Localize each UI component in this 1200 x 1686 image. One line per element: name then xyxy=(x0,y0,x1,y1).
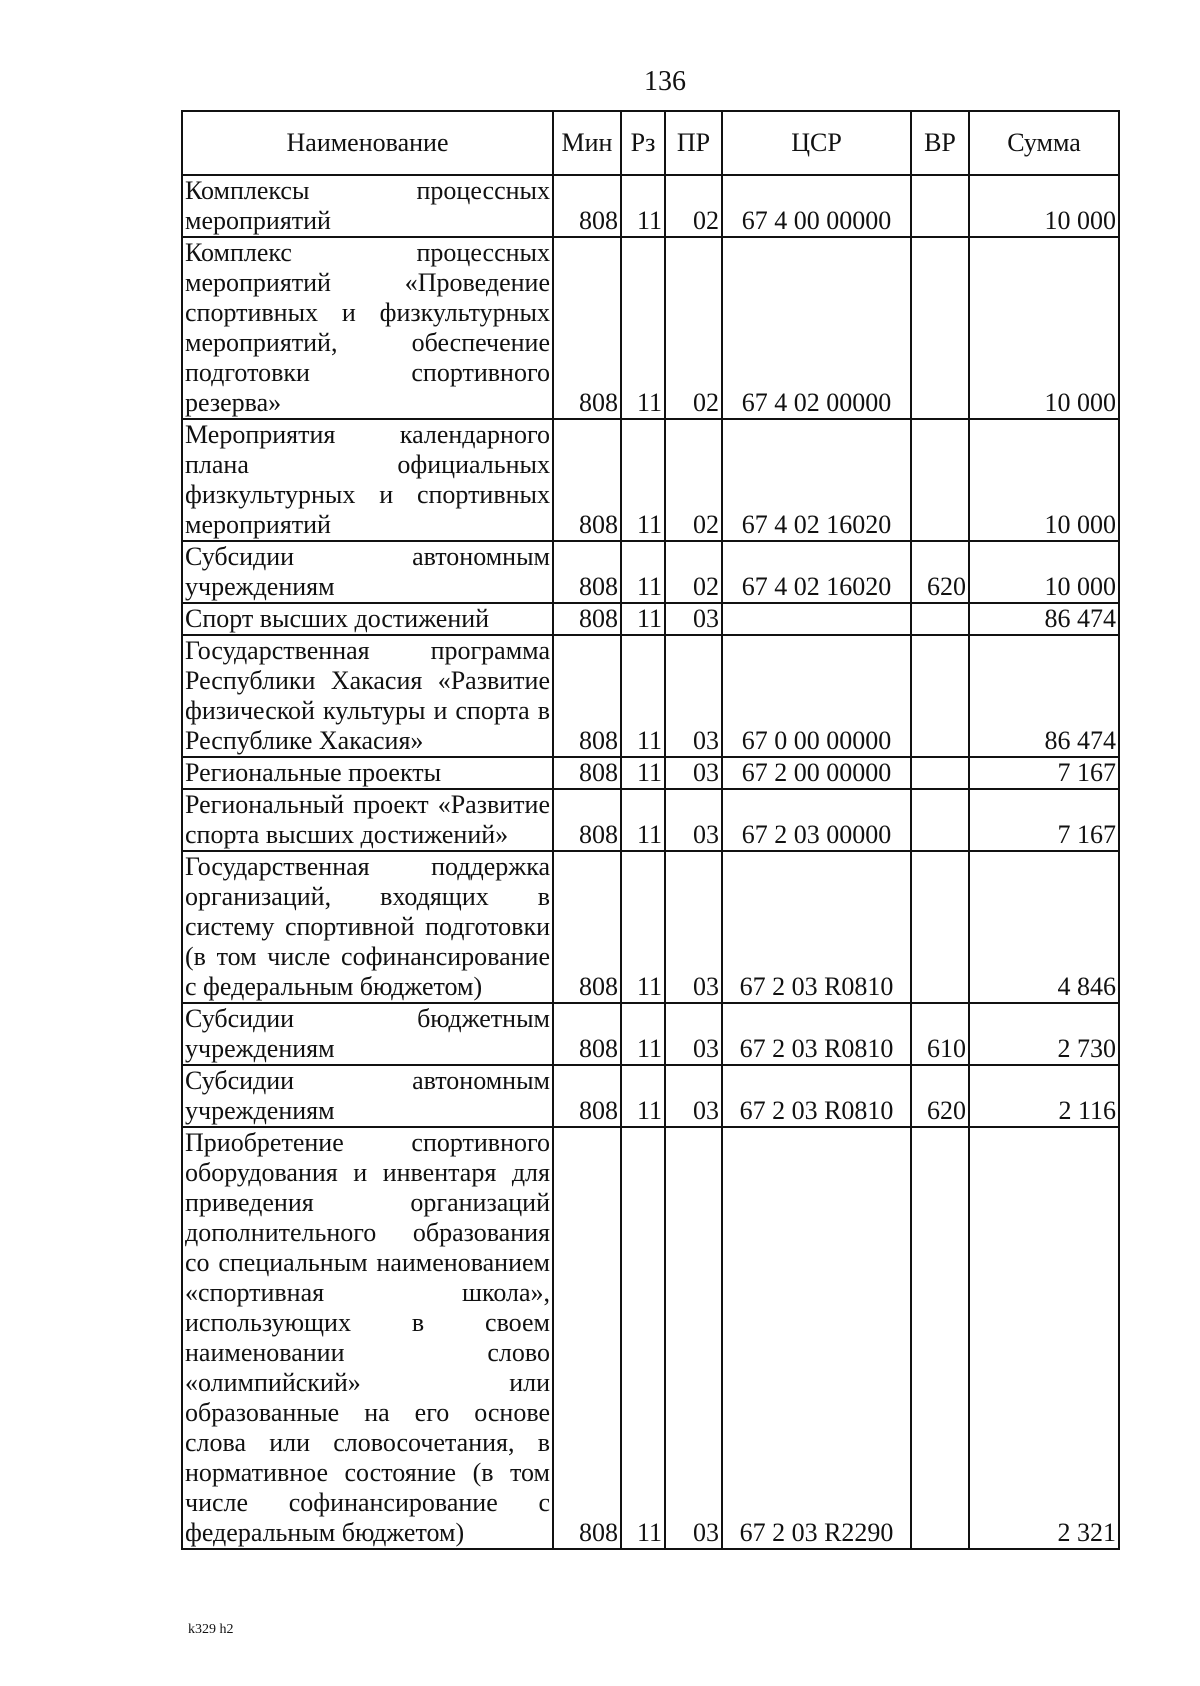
cell-vr: 620 xyxy=(911,1065,969,1127)
column-header-rz: Рз xyxy=(621,111,665,175)
cell-min: 808 xyxy=(553,757,621,789)
cell-csr: 67 2 03 R0810 xyxy=(722,1065,911,1127)
column-header-csr: ЦСР xyxy=(722,111,911,175)
cell-sum: 4 846 xyxy=(969,851,1119,1003)
table-row xyxy=(182,757,1119,789)
column-header-sum: Сумма xyxy=(969,111,1119,175)
table-row xyxy=(182,419,1119,541)
cell-rz: 11 xyxy=(621,789,665,851)
cell-name: Государственная поддержка организаций, входящих в систему спортивной подготовки (в том числе софинансирование с федеральным бюджетом) xyxy=(182,851,553,1003)
cell-vr xyxy=(911,237,969,419)
cell-rz: 11 xyxy=(621,175,665,237)
cell-pr: 02 xyxy=(665,541,722,603)
cell-rz: 11 xyxy=(621,603,665,635)
table-row xyxy=(182,1003,1119,1065)
column-header-name: Наименование xyxy=(182,111,553,175)
cell-min: 808 xyxy=(553,237,621,419)
cell-name: Субсидии автономным учреждениям xyxy=(182,1065,553,1127)
cell-name: Государственная программа Республики Хакасия «Развитие физической культуры и спорта в Республике Хакасия» xyxy=(182,635,553,757)
cell-name: Региональные проекты xyxy=(182,757,553,789)
cell-sum: 7 167 xyxy=(969,757,1119,789)
cell-vr: 610 xyxy=(911,1003,969,1065)
table-row xyxy=(182,789,1119,851)
cell-vr xyxy=(911,635,969,757)
cell-min: 808 xyxy=(553,175,621,237)
table-body xyxy=(182,175,1119,1549)
cell-sum: 10 000 xyxy=(969,541,1119,603)
cell-vr xyxy=(911,757,969,789)
cell-rz: 11 xyxy=(621,757,665,789)
cell-pr: 03 xyxy=(665,1065,722,1127)
budget-table xyxy=(181,110,1120,1550)
table-row xyxy=(182,603,1119,635)
cell-csr: 67 4 02 00000 xyxy=(722,237,911,419)
page-number: 136 xyxy=(644,66,686,97)
cell-csr: 67 4 00 00000 xyxy=(722,175,911,237)
table-row xyxy=(182,1065,1119,1127)
cell-pr: 02 xyxy=(665,237,722,419)
cell-vr xyxy=(911,789,969,851)
cell-sum: 2 321 xyxy=(969,1127,1119,1549)
cell-name: Комплекс процессных мероприятий «Проведение спортивных и физкультурных мероприятий, обеспечение подготовки спортивного резерва» xyxy=(182,237,553,419)
table-row xyxy=(182,635,1119,757)
cell-csr: 67 4 02 16020 xyxy=(722,419,911,541)
cell-pr: 03 xyxy=(665,1127,722,1549)
cell-vr: 620 xyxy=(911,541,969,603)
cell-min: 808 xyxy=(553,603,621,635)
cell-name: Субсидии бюджетным учреждениям xyxy=(182,1003,553,1065)
cell-csr: 67 4 02 16020 xyxy=(722,541,911,603)
cell-sum: 10 000 xyxy=(969,419,1119,541)
cell-sum: 7 167 xyxy=(969,789,1119,851)
cell-min: 808 xyxy=(553,1003,621,1065)
cell-sum: 2 730 xyxy=(969,1003,1119,1065)
cell-min: 808 xyxy=(553,1065,621,1127)
cell-sum: 2 116 xyxy=(969,1065,1119,1127)
cell-rz: 11 xyxy=(621,419,665,541)
cell-pr: 03 xyxy=(665,851,722,1003)
cell-rz: 11 xyxy=(621,1065,665,1127)
cell-name: Мероприятия календарного плана официальных физкультурных и спортивных мероприятий xyxy=(182,419,553,541)
cell-csr: 67 2 03 R0810 xyxy=(722,1003,911,1065)
cell-rz: 11 xyxy=(621,1003,665,1065)
cell-vr xyxy=(911,419,969,541)
cell-name: Региональный проект «Развитие спорта высших достижений» xyxy=(182,789,553,851)
cell-min: 808 xyxy=(553,851,621,1003)
cell-name: Комплексы процессных мероприятий xyxy=(182,175,553,237)
cell-name: Спорт высших достижений xyxy=(182,603,553,635)
column-header-vr: ВР xyxy=(911,111,969,175)
cell-min: 808 xyxy=(553,541,621,603)
cell-pr: 03 xyxy=(665,635,722,757)
cell-sum: 10 000 xyxy=(969,237,1119,419)
cell-vr xyxy=(911,851,969,1003)
cell-rz: 11 xyxy=(621,237,665,419)
footer-code: k329 h2 xyxy=(188,1622,234,1637)
table-row xyxy=(182,541,1119,603)
cell-rz: 11 xyxy=(621,635,665,757)
cell-min: 808 xyxy=(553,789,621,851)
cell-pr: 03 xyxy=(665,603,722,635)
cell-min: 808 xyxy=(553,1127,621,1549)
cell-csr: 67 2 03 R0810 xyxy=(722,851,911,1003)
table-row xyxy=(182,851,1119,1003)
table-row xyxy=(182,175,1119,237)
column-header-pr: ПР xyxy=(665,111,722,175)
cell-csr: 67 2 00 00000 xyxy=(722,757,911,789)
cell-pr: 03 xyxy=(665,757,722,789)
cell-rz: 11 xyxy=(621,1127,665,1549)
cell-sum: 86 474 xyxy=(969,603,1119,635)
cell-pr: 03 xyxy=(665,789,722,851)
cell-vr xyxy=(911,603,969,635)
cell-vr xyxy=(911,1127,969,1549)
column-header-min: Мин xyxy=(553,111,621,175)
cell-csr xyxy=(722,603,911,635)
cell-name: Приобретение спортивного оборудования и инвентаря для приведения организаций дополнительного образования со специальным наименованием «спортивная школа», использующих в своем наименовании слово «олимпийский» или образованные на его основе слова или словосочетания, в нормативное состояние (в том числе софинансирование с федеральным бюджетом) xyxy=(182,1127,553,1549)
cell-vr xyxy=(911,175,969,237)
cell-pr: 02 xyxy=(665,175,722,237)
cell-sum: 86 474 xyxy=(969,635,1119,757)
table-row xyxy=(182,237,1119,419)
cell-min: 808 xyxy=(553,635,621,757)
cell-min: 808 xyxy=(553,419,621,541)
cell-csr: 67 2 03 R2290 xyxy=(722,1127,911,1549)
cell-rz: 11 xyxy=(621,851,665,1003)
table-row xyxy=(182,1127,1119,1549)
cell-rz: 11 xyxy=(621,541,665,603)
cell-name: Субсидии автономным учреждениям xyxy=(182,541,553,603)
cell-pr: 03 xyxy=(665,1003,722,1065)
cell-sum: 10 000 xyxy=(969,175,1119,237)
table-header-row xyxy=(182,111,1119,175)
cell-csr: 67 2 03 00000 xyxy=(722,789,911,851)
cell-pr: 02 xyxy=(665,419,722,541)
cell-csr: 67 0 00 00000 xyxy=(722,635,911,757)
